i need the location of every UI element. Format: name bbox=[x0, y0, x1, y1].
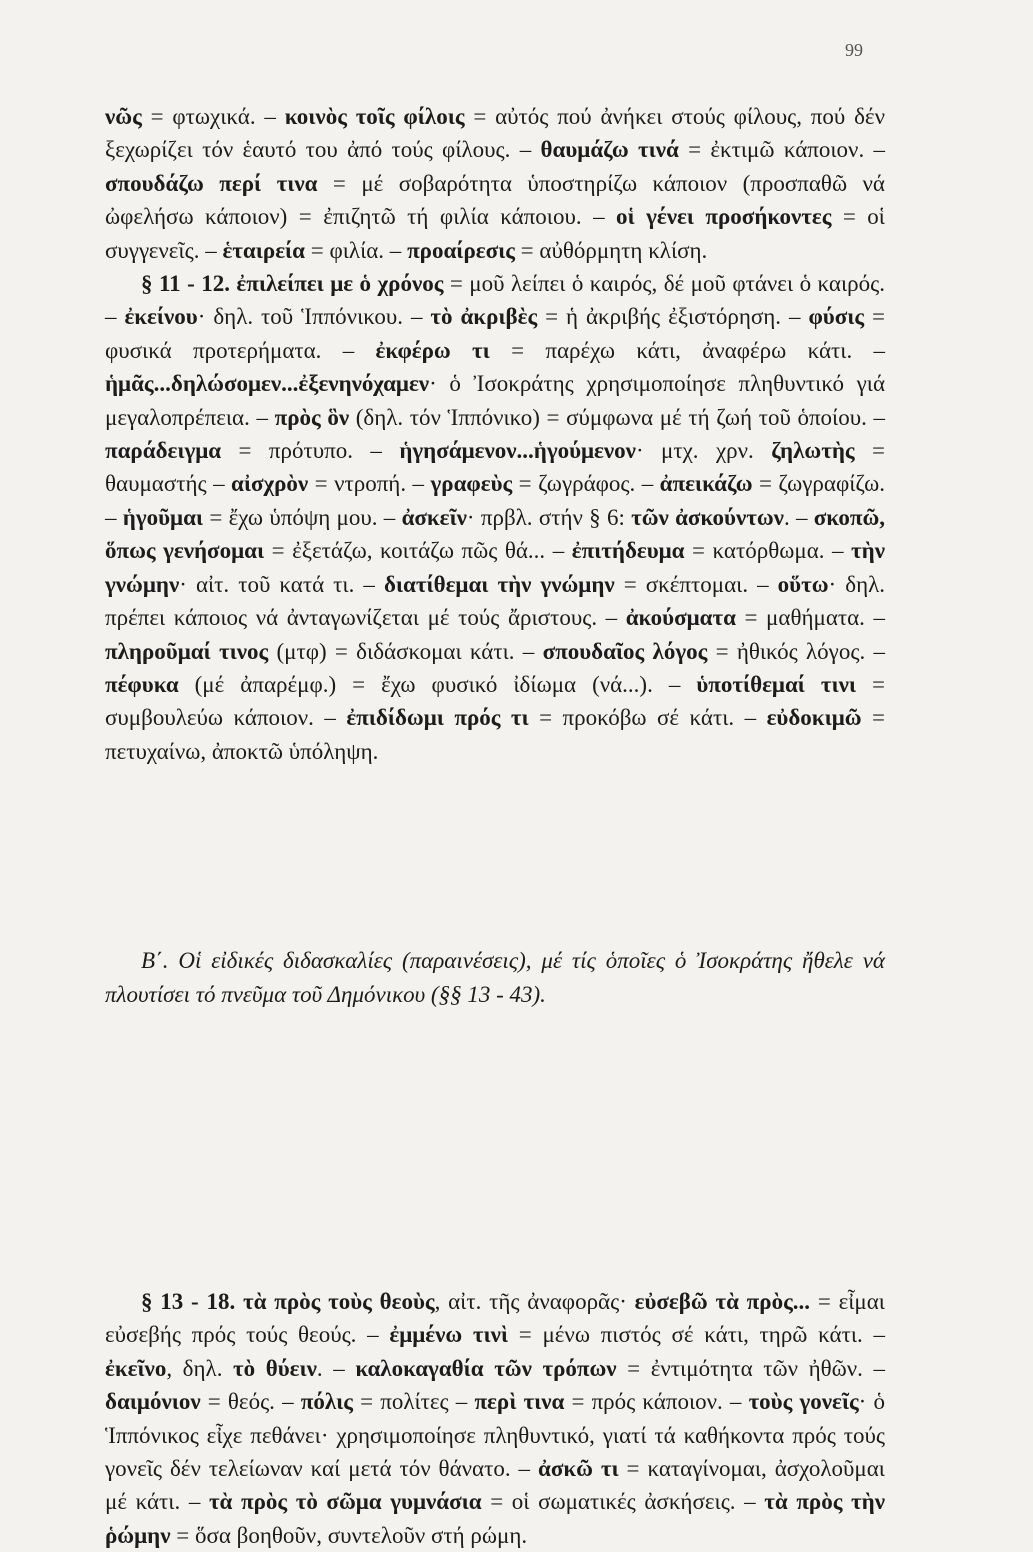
lemma-term: οἱ γένει προσήκοντες bbox=[616, 204, 832, 230]
lemma-term: ἐπιτήδευμα bbox=[571, 538, 685, 564]
gloss-text: · ὁ Ἰσοκράτης χρησιμοποίησε πληθυντικό γιά μεγαλοπρέπεια. – bbox=[105, 371, 885, 430]
section-subtitle: Β΄. Οἱ εἰδικές διδασκαλίες (παραινέσεις), μέ τίς ὁποῖες ὁ Ἰσοκράτης ἤθελε νά πλουτίσει τό πνεῦμα τοῦ Δημόνικου (§§ 13 - 43). bbox=[105, 948, 885, 1007]
gloss-text: = πολίτες – bbox=[352, 1389, 475, 1415]
lemma-term: νῶς bbox=[105, 104, 142, 129]
gloss-text: = εἶμαι εὐσεβής πρός τούς θεούς. – bbox=[105, 1289, 885, 1348]
gloss-text: = παρέχω κάτι, ἀναφέρω κάτι. – bbox=[489, 337, 886, 363]
gloss-text: = ὅσα βοηθοῦν, συντελοῦν στή ρώμη. bbox=[170, 1522, 528, 1548]
page-number: 99 bbox=[845, 40, 863, 60]
lemma-term: ἐπιδίδωμι πρός τι bbox=[346, 705, 529, 731]
gloss-text: = μένω πιστός σέ κάτι, τηρῶ κάτι. – bbox=[508, 1322, 885, 1348]
lemma-term: ζηλωτὴς bbox=[771, 438, 855, 464]
gloss-text: = ἐξετάζω, κοιτάζω πῶς θά... – bbox=[264, 538, 572, 564]
gloss-text: (δηλ. τόν Ἱππόνικο) = σύμφωνα μέ τή ζωή τοῦ ὁποίου. – bbox=[349, 404, 886, 430]
gloss-text: = ἐντιμότητα τῶν ἠθῶν. – bbox=[616, 1355, 886, 1381]
gloss-text: , αἰτ. τῆς ἀναφορᾶς· bbox=[434, 1289, 635, 1314]
lemma-term: φύσις bbox=[808, 304, 865, 330]
lemma-term: παράδειγμα bbox=[105, 438, 222, 464]
gloss-text: · δηλ. πρέπει κάποιος νά ἀνταγωνίζεται μέ τούς ἄριστους. – bbox=[105, 571, 886, 631]
lemma-term: ἐκεῖνο bbox=[105, 1355, 167, 1381]
gloss-text: = πρός κάποιον. – bbox=[564, 1389, 749, 1415]
lemma-term: ἀσκεῖν bbox=[401, 504, 467, 530]
gloss-text: = μαθήματα. – bbox=[735, 605, 885, 631]
gloss-text: (μτφ) = διδάσκομαι κάτι. – bbox=[268, 638, 543, 664]
lemma-term: αἰσχρὸν bbox=[231, 471, 309, 497]
gloss-text: = καταγίνομαι, ἀσχολοῦμαι μέ κάτι. – bbox=[105, 1456, 885, 1515]
lemma-term: εὐσεβῶ τὰ πρὸς... bbox=[634, 1289, 811, 1314]
gloss-text: = οἱ σωματικές ἀσκήσεις. – bbox=[481, 1489, 765, 1515]
gloss-text: = αὐτός πού ἀνήκει στούς φίλους, πού δέν ξεχωρίζει τόν ἑαυτό του ἀπό τούς φίλους. – bbox=[105, 104, 885, 163]
gloss-text: · δηλ. τοῦ Ἱππόνικου. – bbox=[197, 304, 431, 330]
gloss-text: = σκέπτομαι. – bbox=[614, 571, 778, 597]
gloss-text: = μοῦ λείπει ὁ καιρός, δέ μοῦ φτάνει ὁ καιρός. – bbox=[105, 271, 885, 330]
gloss-text: = φυσικά προτερήματα. – bbox=[105, 304, 886, 363]
lemma-term: § 13 - 18. τὰ πρὸς τοὺς θεοὺς bbox=[141, 1289, 435, 1314]
lemma-term: τὰ πρὸς τὸ σῶμα γυμνάσια bbox=[208, 1489, 482, 1515]
lemma-term: ἡγησάμενον...ἡγούμενον bbox=[399, 438, 636, 464]
gloss-text: = ἡ ἀκριβής ἐξιστόρηση. – bbox=[537, 304, 809, 330]
gloss-text: = ζωγράφος. – bbox=[512, 471, 660, 497]
gloss-text: = θεός. – bbox=[200, 1389, 301, 1415]
gloss-text: = πετυχαίνω, ἀποκτῶ ὑπόληψη. bbox=[105, 705, 885, 764]
lemma-term: τῶν ἀσκούντων bbox=[631, 504, 784, 530]
gloss-text: = πρότυπο. – bbox=[221, 438, 400, 464]
gloss-text: = κατόρθωμα. – bbox=[684, 538, 852, 564]
gloss-text: = αὐθόρμητη κλίση. bbox=[514, 237, 708, 263]
lemma-term: πληροῦμαί τινος bbox=[105, 638, 269, 664]
glossary-section-2 bbox=[105, 1285, 885, 1552]
lemma-term: καλοκαγαθία τῶν τρόπων bbox=[355, 1355, 617, 1381]
lemma-term: ἀσκῶ τι bbox=[537, 1456, 619, 1482]
lemma-term: ἐκφέρω τι bbox=[375, 337, 490, 363]
lemma-term: πρὸς ὃν bbox=[274, 404, 350, 430]
glossary-section-1 bbox=[105, 100, 885, 768]
gloss-text: . – bbox=[783, 504, 814, 530]
lemma-term: γραφεὺς bbox=[430, 471, 513, 497]
gloss-text: = φιλία. – bbox=[304, 237, 408, 263]
lemma-term: σπουδαῖος λόγος bbox=[542, 638, 708, 664]
gloss-text: = μέ σοβαρότητα ὑποστηρίζω κάποιον (προσπαθῶ νά ὠφελήσω κάποιον) = ἐπιζητῶ τή φιλία κάποιου. – bbox=[105, 170, 885, 230]
gloss-text: · αἰτ. τοῦ κατά τι. – bbox=[179, 571, 384, 597]
lemma-term: σπουδάζω περί τινα bbox=[105, 170, 318, 196]
lemma-term: τὸ ἀκριβὲς bbox=[430, 304, 538, 330]
lemma-term: κοινὸς τοῖς φίλοις bbox=[284, 104, 465, 129]
gloss-text: = προκόβω σέ κάτι. – bbox=[528, 705, 767, 731]
gloss-text: = ἠθικός λόγος. – bbox=[707, 638, 885, 664]
lemma-term: σκοπῶ, ὅπως γενήσομαι bbox=[105, 504, 886, 564]
lemma-term: πέφυκα bbox=[105, 671, 179, 697]
lemma-term: § 11 - 12. ἐπιλείπει με ὁ χρόνος bbox=[141, 271, 444, 297]
lemma-term: πόλις bbox=[300, 1389, 353, 1415]
gloss-text: = θαυμαστής – bbox=[105, 438, 885, 497]
gloss-text: = ζωγραφίζω. – bbox=[105, 471, 885, 530]
lemma-term: ἀπεικάζω bbox=[659, 471, 753, 497]
gloss-text: = οἱ συγγενεῖς. – bbox=[105, 204, 885, 263]
lemma-term: τὸ θύειν bbox=[233, 1355, 317, 1381]
lemma-term: ἡμᾶς...δηλώσομεν...ἐξενηνόχαμεν bbox=[105, 371, 430, 397]
gloss-text: · ὁ Ἱππόνικος εἶχε πεθάνει· χρησιμοποίησε πληθυντικό, γιατί τά καθήκοντα πρός τούς γονεῖς δέν τελείωναν καί μετά τόν θάνατο. – bbox=[105, 1389, 885, 1482]
lemma-term: περὶ τινα bbox=[474, 1389, 565, 1415]
gloss-text: = ντροπή. – bbox=[308, 471, 431, 497]
lemma-term: προαίρεσις bbox=[407, 237, 515, 263]
gloss-text: = συμβουλεύω κάποιον. – bbox=[105, 671, 885, 731]
gloss-text: = ἐκτιμῶ κάποιον. – bbox=[678, 137, 885, 163]
lemma-term: θαυμάζω τινά bbox=[540, 137, 679, 163]
paragraph bbox=[105, 267, 885, 768]
lemma-term: διατίθεμαι τὴν γνώμην bbox=[383, 571, 615, 597]
paragraph bbox=[105, 100, 885, 267]
lemma-term: ὑποτίθεμαί τινι bbox=[696, 671, 857, 697]
lemma-term: ἡγοῦμαι bbox=[122, 504, 204, 530]
lemma-term: τὴν γνώμην bbox=[105, 538, 885, 597]
lemma-term: ἑταιρεία bbox=[222, 237, 305, 263]
gloss-text: = φτωχικά. – bbox=[141, 104, 285, 129]
lemma-term: ἐμμένω τινὶ bbox=[389, 1322, 509, 1348]
lemma-term: τὰ πρὸς τὴν ῥώμην bbox=[105, 1489, 885, 1548]
gloss-text: = ἔχω ὑπόψη μου. – bbox=[203, 504, 402, 530]
gloss-text: (μέ ἀπαρέμφ.) = ἔχω φυσικό ἰδίωμα (νά...). – bbox=[178, 671, 697, 697]
gloss-text: , δηλ. bbox=[166, 1355, 234, 1381]
lemma-term: οὕτω bbox=[777, 571, 829, 597]
gloss-text: · μτχ. χρν. bbox=[635, 438, 772, 464]
gloss-text: . – bbox=[316, 1355, 356, 1381]
gloss-text: · πρβλ. στήν § 6: bbox=[466, 504, 632, 530]
lemma-term: δαιμόνιον bbox=[105, 1389, 201, 1415]
paragraph bbox=[105, 1285, 885, 1552]
lemma-term: ἐκείνου bbox=[124, 304, 198, 330]
lemma-term: ἀκούσματα bbox=[625, 605, 736, 631]
lemma-term: εὐδοκιμῶ bbox=[766, 705, 862, 731]
lemma-term: τοὺς γονεῖς bbox=[748, 1389, 859, 1415]
